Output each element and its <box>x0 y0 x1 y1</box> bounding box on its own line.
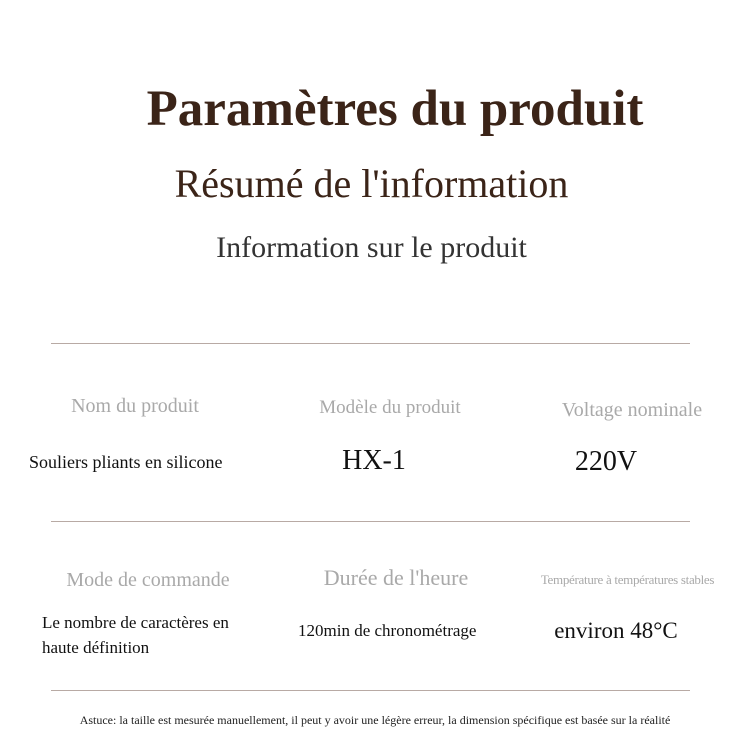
spec-value-product-name: Souliers pliants en silicone <box>29 452 223 472</box>
footnote: Astuce: la taille est mesurée manuellement, il peut y avoir une légère erreur, la dimension spécifique est basée sur la réalité <box>79 713 671 727</box>
section-heading: Information sur le produit <box>216 231 527 264</box>
spec-value-temperature: environ 48°C <box>554 618 678 643</box>
divider-middle <box>51 521 690 522</box>
spec-label-product-name: Nom du produit <box>71 395 199 417</box>
page-title: Paramètres du produit <box>146 81 644 137</box>
spec-label-duration: Durée de l'heure <box>323 565 469 590</box>
page-subtitle: Résumé de l'information <box>174 161 569 206</box>
divider-top <box>51 343 690 344</box>
spec-label-temperature: Température à températures stables <box>540 572 715 587</box>
spec-value-control-mode-line1: Le nombre de caractères en <box>42 613 229 632</box>
spec-value-voltage: 220V <box>574 446 638 477</box>
spec-value-model: HX-1 <box>342 445 406 476</box>
spec-label-model: Modèle du produit <box>319 397 461 418</box>
spec-value-control-mode-line2: haute définition <box>42 638 150 657</box>
spec-value-duration: 120min de chronométrage <box>298 621 477 640</box>
spec-label-control-mode: Mode de commande <box>66 569 230 591</box>
divider-bottom <box>51 690 690 691</box>
spec-label-voltage: Voltage nominale <box>561 399 703 421</box>
